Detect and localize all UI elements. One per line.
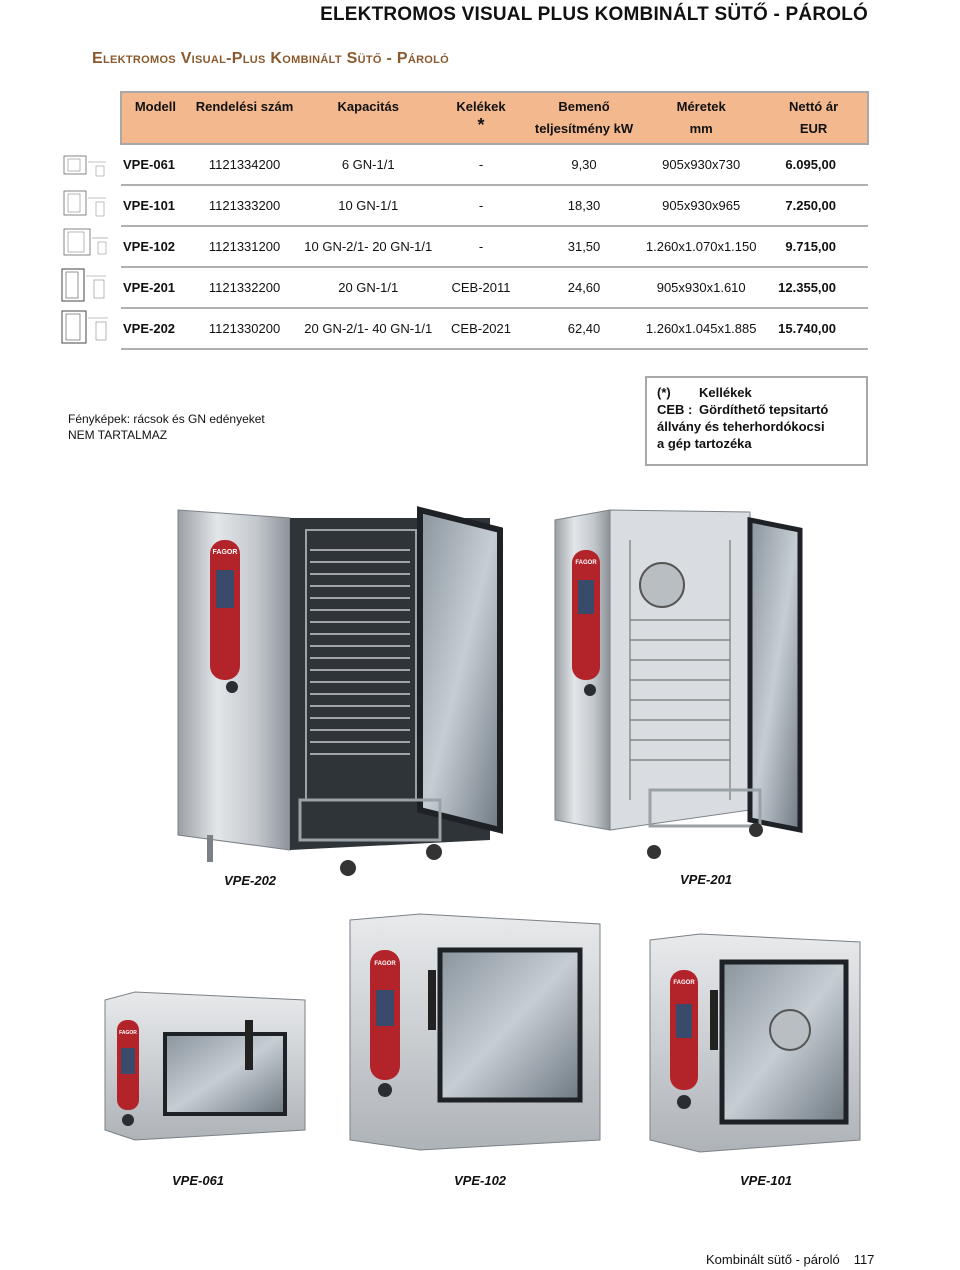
cell-price: 12.355,00 xyxy=(760,267,868,308)
cell-power: 18,30 xyxy=(526,185,642,226)
section-title: Elektromos Visual-Plus Kombinált Sütő - Pároló xyxy=(92,50,450,67)
cell-power: 24,60 xyxy=(526,267,642,308)
cell-accessory: CEB-2011 xyxy=(436,267,526,308)
cell-capacity: 6 GN-1/1 xyxy=(300,144,436,185)
page-footer: Kombinált sütő - pároló 117 xyxy=(706,1252,875,1267)
cell-dimensions: 905x930x730 xyxy=(642,144,760,185)
cell-accessory: - xyxy=(436,144,526,185)
oven-sketch-icon xyxy=(60,268,114,302)
oven-sketch-icon xyxy=(60,150,114,184)
oven-sketch-icon xyxy=(60,310,114,344)
header-price: Nettó ár EUR xyxy=(760,92,868,144)
cell-price: 9.715,00 xyxy=(760,226,868,267)
table-row xyxy=(121,185,868,226)
cell-model: VPE-101 xyxy=(121,185,189,226)
vpe-201-photo xyxy=(550,500,850,870)
cell-order: 1121333200 xyxy=(189,185,300,226)
cell-accessory: CEB-2021 xyxy=(436,308,526,349)
caption-vpe-202: VPE-202 xyxy=(224,873,277,888)
vpe-101-photo xyxy=(640,930,865,1160)
caption-vpe-061: VPE-061 xyxy=(172,1173,225,1188)
cell-accessory: - xyxy=(436,185,526,226)
cell-capacity: 20 GN-1/1 xyxy=(300,267,436,308)
cell-price: 7.250,00 xyxy=(760,185,868,226)
cell-power: 31,50 xyxy=(526,226,642,267)
header-power: Bemenő teljesítmény kW xyxy=(526,92,642,144)
cell-accessory: - xyxy=(436,226,526,267)
table-row xyxy=(121,308,868,349)
cell-price: 15.740,00 xyxy=(760,308,868,349)
page-title: ELEKTROMOS VISUAL PLUS KOMBINÁLT SÜTŐ - PÁROLÓ xyxy=(320,4,868,25)
cell-dimensions: 905x930x965 xyxy=(642,185,760,226)
caption-vpe-102: VPE-102 xyxy=(454,1173,507,1188)
header-dimensions: Méretek mm xyxy=(642,92,760,144)
table-row xyxy=(121,226,868,267)
cell-model: VPE-061 xyxy=(121,144,189,185)
table-row xyxy=(121,267,868,308)
cell-model: VPE-202 xyxy=(121,308,189,349)
photo-note: Fényképek: rácsok és GN edényeket NEM TARTALMAZ xyxy=(68,412,265,442)
vpe-061-photo xyxy=(95,990,315,1160)
cell-model: VPE-102 xyxy=(121,226,189,267)
accessories-note-box: (*) Kellékek CEB : Gördíthető tepsitartó állvány és teherhordókocsi a gép tartozéka xyxy=(645,376,868,466)
svg-text:FAGOR: FAGOR xyxy=(119,1030,137,1036)
cell-power: 9,30 xyxy=(526,144,642,185)
cell-dimensions: 1.260x1.045x1.885 xyxy=(642,308,760,349)
oven-sketch-icon xyxy=(60,188,114,222)
cell-model: VPE-201 xyxy=(121,267,189,308)
cell-order: 1121334200 xyxy=(189,144,300,185)
cell-order: 1121332200 xyxy=(189,267,300,308)
cell-price: 6.095,00 xyxy=(760,144,868,185)
header-model: Modell xyxy=(121,92,189,144)
header-accessories: Kelékek * xyxy=(436,92,526,144)
vpe-202-photo xyxy=(170,500,510,890)
table-row xyxy=(121,144,868,185)
caption-vpe-201: VPE-201 xyxy=(680,872,733,887)
cell-order: 1121331200 xyxy=(189,226,300,267)
svg-text:FAGOR: FAGOR xyxy=(575,560,597,566)
svg-text:FAGOR: FAGOR xyxy=(212,549,238,556)
cell-capacity: 10 GN-1/1 xyxy=(300,185,436,226)
header-order-number: Rendelési szám xyxy=(189,92,300,144)
header-capacity: Kapacitás xyxy=(300,92,436,144)
cell-capacity: 20 GN-2/1- 40 GN-1/1 xyxy=(300,308,436,349)
cell-power: 62,40 xyxy=(526,308,642,349)
svg-text:FAGOR: FAGOR xyxy=(673,980,695,986)
caption-vpe-101: VPE-101 xyxy=(740,1173,793,1188)
oven-sketch-icon xyxy=(60,226,114,260)
cell-dimensions: 905x930x1.610 xyxy=(642,267,760,308)
svg-text:FAGOR: FAGOR xyxy=(374,961,396,967)
price-table xyxy=(120,91,869,350)
cell-order: 1121330200 xyxy=(189,308,300,349)
vpe-102-photo xyxy=(340,910,605,1160)
cell-capacity: 10 GN-2/1- 20 GN-1/1 xyxy=(300,226,436,267)
page-number: 117 xyxy=(853,1252,875,1267)
cell-dimensions: 1.260x1.070x1.150 xyxy=(642,226,760,267)
table-header-row xyxy=(121,92,868,144)
